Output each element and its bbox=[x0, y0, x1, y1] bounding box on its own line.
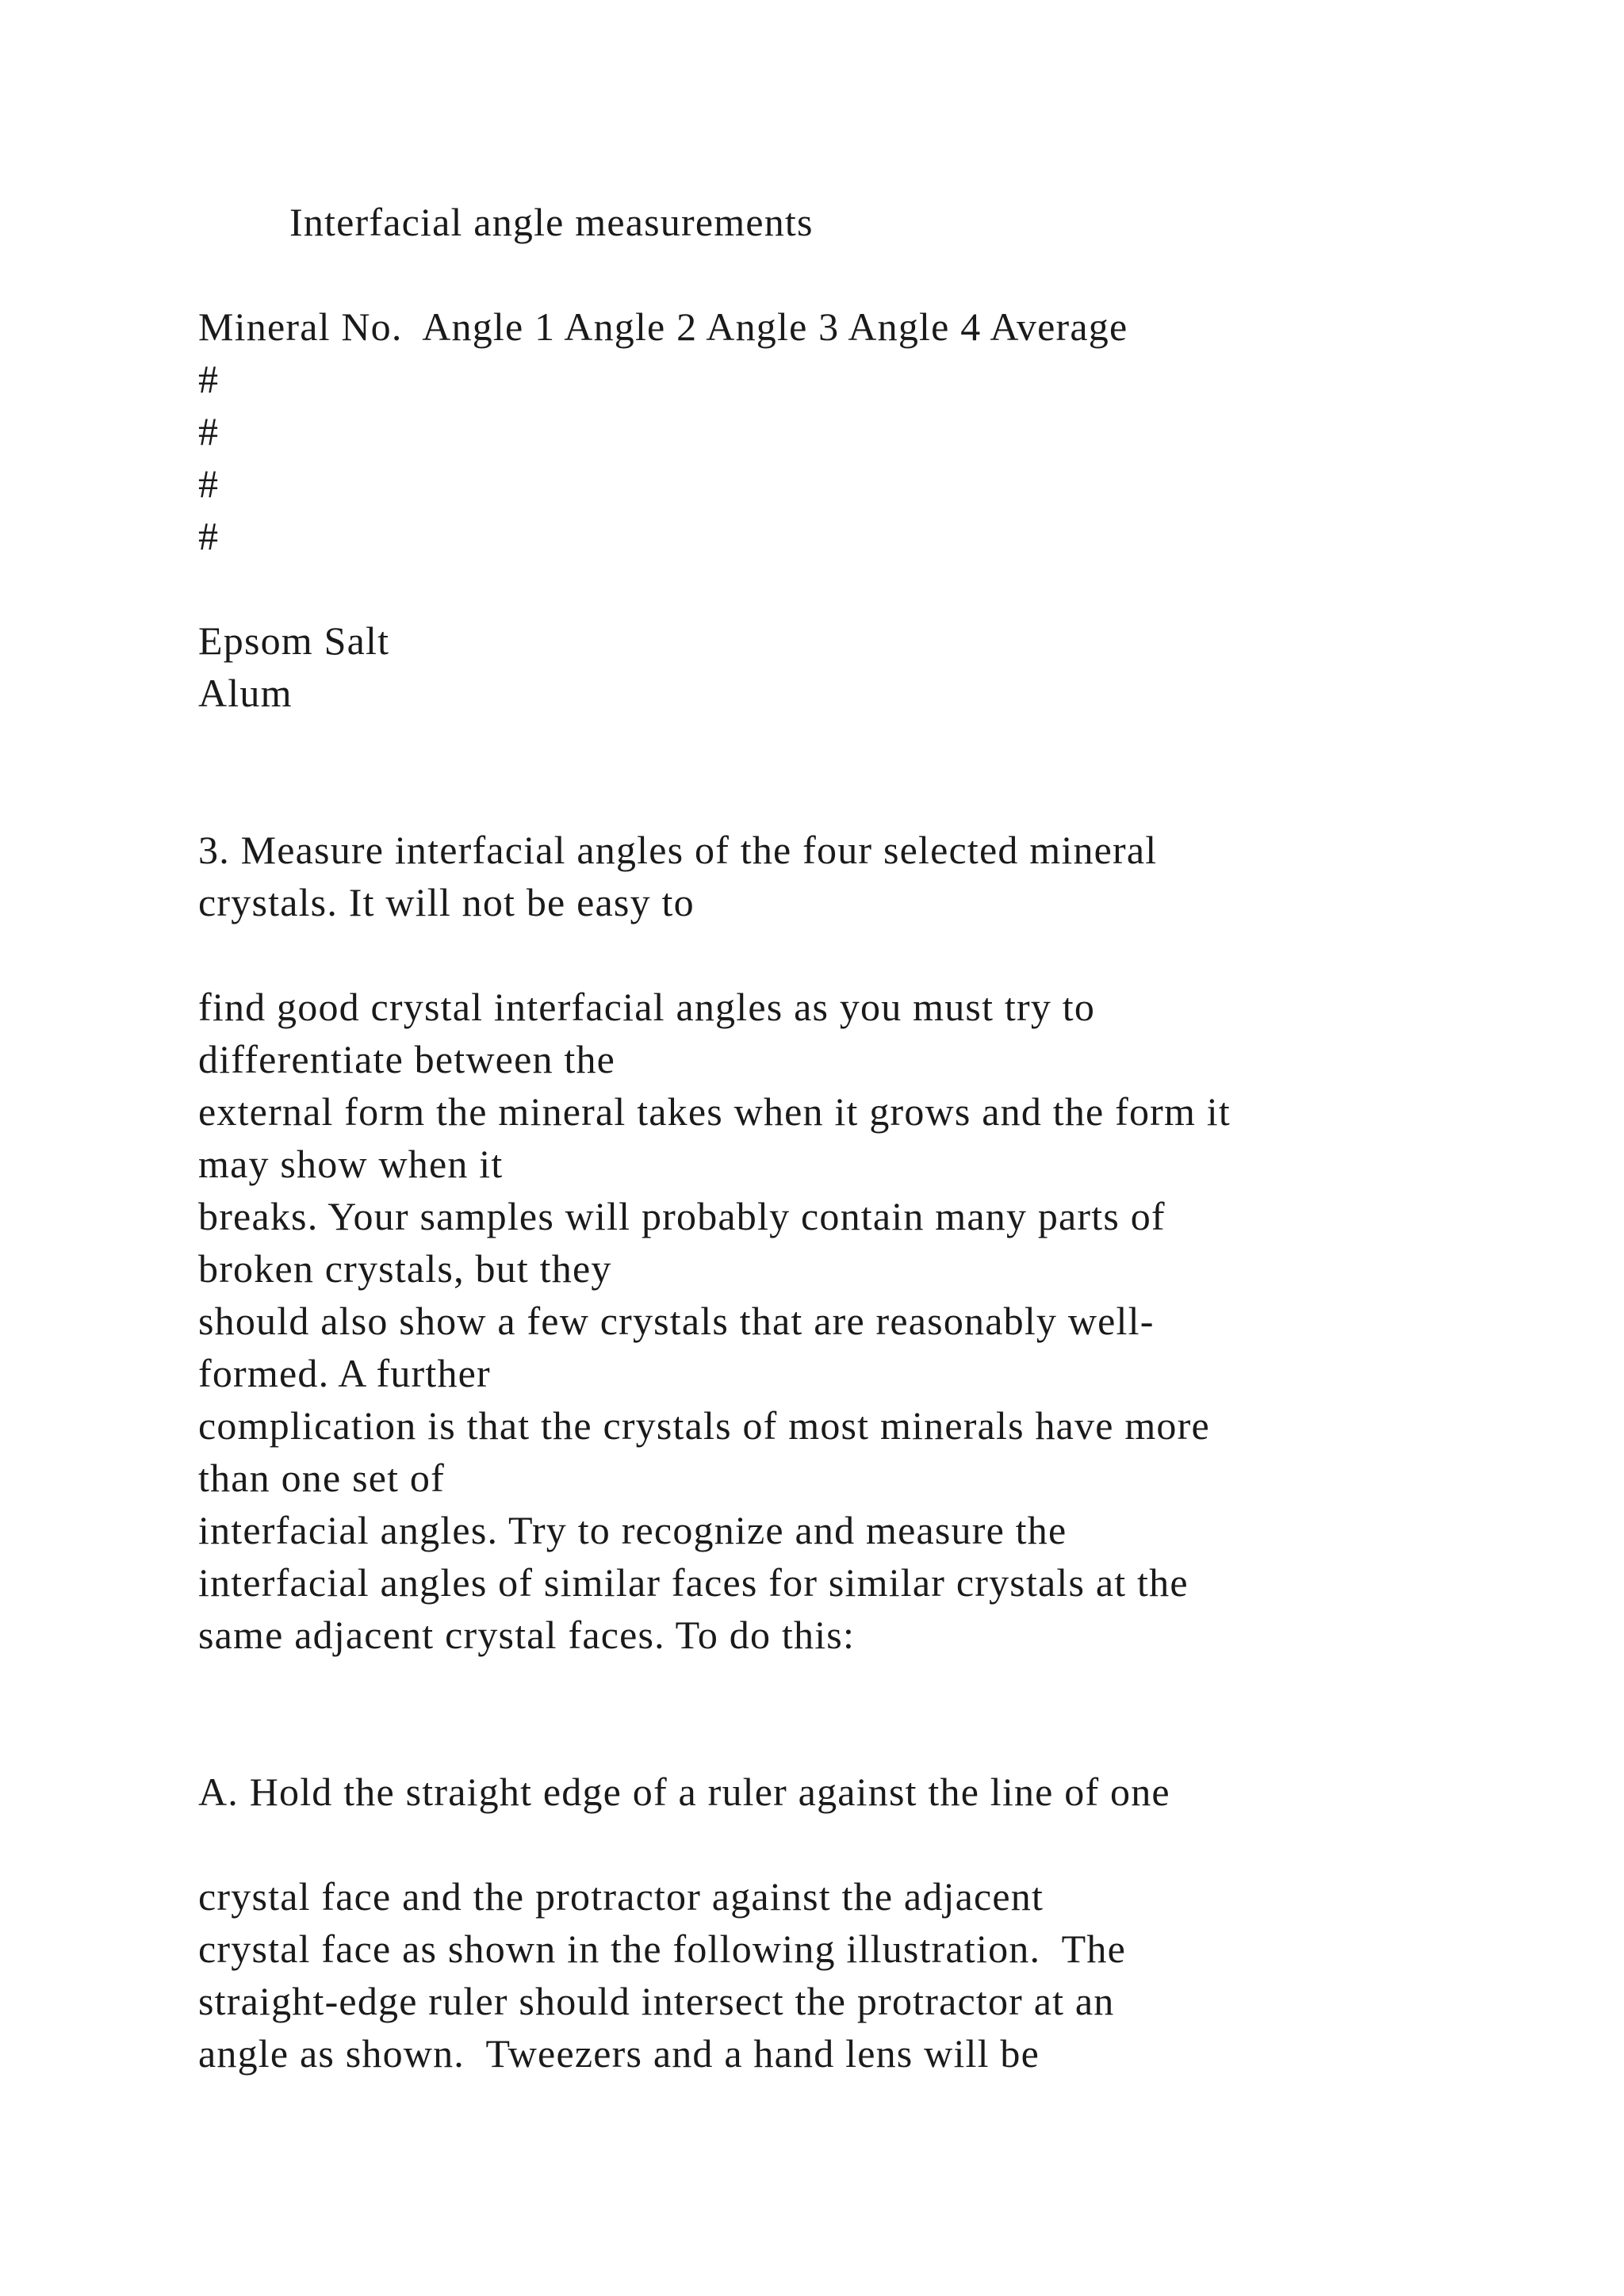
step3-line: interfacial angles. Try to recognize and measure the bbox=[198, 1508, 1067, 1552]
table-row: # bbox=[198, 357, 220, 401]
step3-line: 3. Measure interfacial angles of the four selected mineral bbox=[198, 828, 1158, 872]
stepA-line: crystal face and the protractor against the adjacent bbox=[198, 1874, 1044, 1919]
step3-line: same adjacent crystal faces. To do this: bbox=[198, 1613, 856, 1657]
step3-line: may show when it bbox=[198, 1142, 504, 1186]
step3-line: than one set of bbox=[198, 1456, 445, 1500]
step3-line: broken crystals, but they bbox=[198, 1246, 612, 1291]
table-row-alum: Alum bbox=[198, 671, 293, 715]
step3-line: complication is that the crystals of most minerals have more bbox=[198, 1403, 1210, 1448]
stepA-line: A. Hold the straight edge of a ruler against the line of one bbox=[198, 1770, 1170, 1814]
table-row: # bbox=[198, 409, 220, 453]
table-row: # bbox=[198, 514, 220, 558]
table-header: Mineral No. Angle 1 Angle 2 Angle 3 Angle 4 Average bbox=[198, 304, 1128, 349]
step3-line: external form the mineral takes when it grows and the form it bbox=[198, 1089, 1231, 1134]
document-title: Interfacial angle measurements bbox=[289, 200, 814, 244]
step3-line: should also show a few crystals that are reasonably well- bbox=[198, 1299, 1155, 1343]
stepA-line: angle as shown. Tweezers and a hand lens will be bbox=[198, 2031, 1040, 2076]
stepA-line: crystal face as shown in the following illustration. The bbox=[198, 1927, 1127, 1971]
step3-line: differentiate between the bbox=[198, 1037, 616, 1081]
step3-line: formed. A further bbox=[198, 1351, 491, 1395]
step3-line: crystals. It will not be easy to bbox=[198, 880, 695, 924]
table-row: # bbox=[198, 461, 220, 506]
step3-line: find good crystal interfacial angles as you must try to bbox=[198, 985, 1096, 1029]
table-row-epsom-salt: Epsom Salt bbox=[198, 618, 390, 663]
stepA-line: straight-edge ruler should intersect the protractor at an bbox=[198, 1979, 1115, 2023]
step3-line: interfacial angles of similar faces for similar crystals at the bbox=[198, 1560, 1189, 1605]
step3-line: breaks. Your samples will probably contain many parts of bbox=[198, 1194, 1166, 1238]
